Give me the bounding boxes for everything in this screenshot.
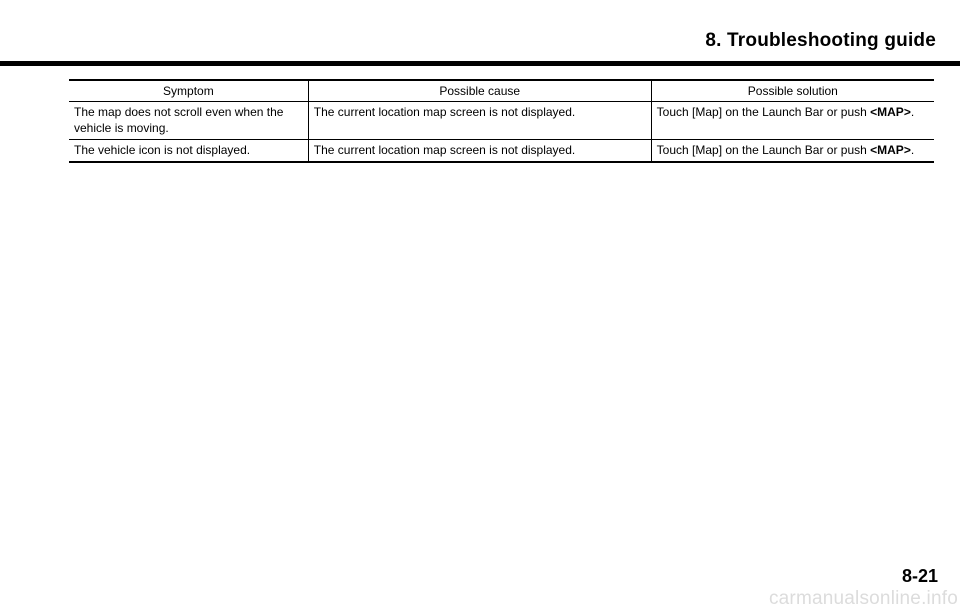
table-row [69,102,934,140]
troubleshooting-table [69,79,934,163]
cause-cell: The current location map screen is not displayed. [308,140,651,163]
solution-cell [651,140,934,163]
column-header-symptom: Symptom [69,80,308,102]
column-header-possible-cause: Possible cause [308,80,651,102]
watermark: carmanualsonline.info [768,588,958,609]
table-header-row [69,80,934,102]
header-divider [0,61,960,66]
section-title: 8. Troubleshooting guide [705,30,936,51]
solution-text: Touch [Map] on the Launch Bar or push [656,143,871,157]
page-number: 8-21 [901,566,938,586]
table-row [69,140,934,163]
solution-text: Touch [Map] on the Launch Bar or push [656,105,871,119]
solution-period: . [910,143,915,157]
map-key-label: <MAP> [870,143,911,157]
solution-period: . [910,105,915,119]
column-header-possible-solution: Possible solution [651,80,934,102]
solution-cell [651,102,934,140]
symptom-cell: The vehicle icon is not displayed. [69,140,308,163]
symptom-cell: The map does not scroll even when the vehicle is moving. [69,102,308,140]
cause-cell: The current location map screen is not displayed. [308,102,651,140]
map-key-label: <MAP> [870,105,911,119]
